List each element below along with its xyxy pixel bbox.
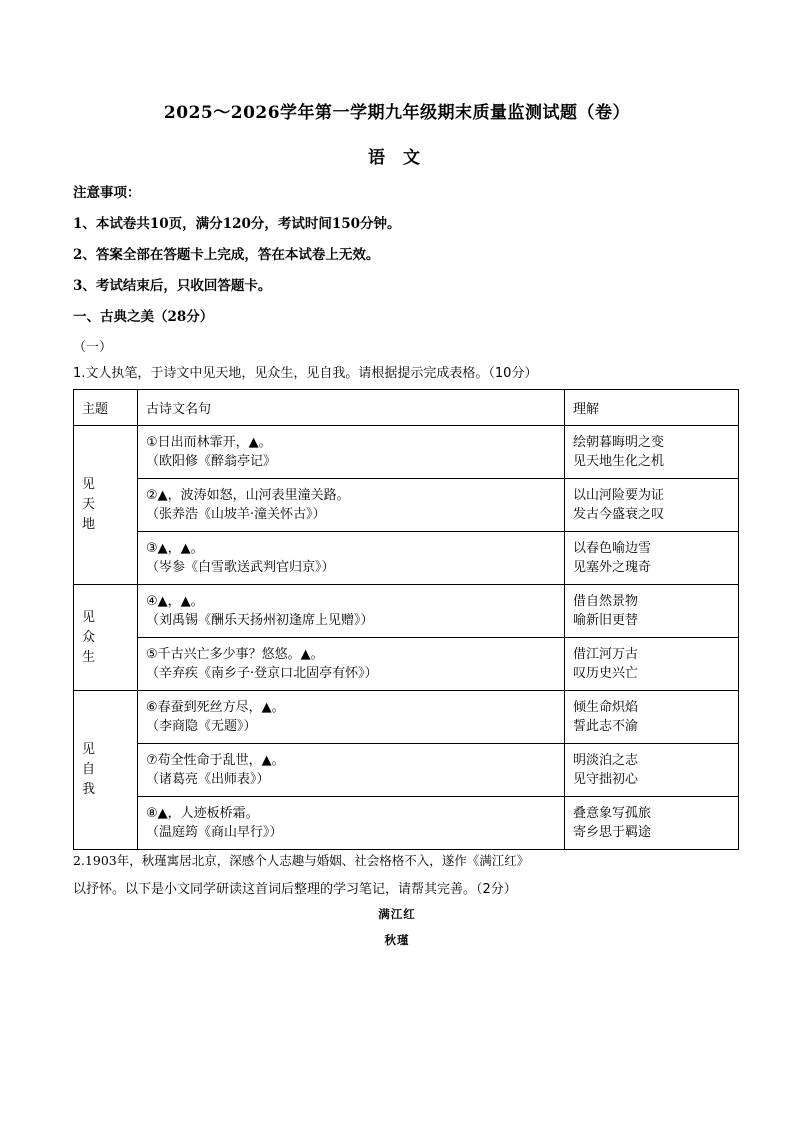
notice-item-2: 2、答案全部在答题卡上完成，答在本试卷上无效。 <box>73 247 380 263</box>
quote-source: （欧阳修《醉翁亭记》 <box>146 454 277 469</box>
meaning-cell <box>565 532 739 585</box>
theme-char: 见 <box>82 477 96 492</box>
quote-line: ②▲，波涛如怒，山河表里潼关路。 <box>146 488 350 503</box>
table-header-row <box>74 390 739 426</box>
theme-char: 众 <box>82 629 96 645</box>
table-row <box>74 532 739 585</box>
table-row <box>74 426 739 479</box>
meaning-line: 明淡泊之志 <box>573 753 639 768</box>
poem-author: 秋瑾 <box>384 933 410 947</box>
question-1: 1.文人执笔，于诗文中见天地，见众生，见自我。请根据提示完成表格。（10分） <box>73 366 538 381</box>
quote-cell <box>138 744 565 797</box>
quote-cell <box>138 638 565 691</box>
meaning-line: 绘朝暮晦明之变 <box>573 435 665 450</box>
notice-heading: 注意事项： <box>73 185 141 201</box>
quote-source: （刘禹锡《酬乐天扬州初逢席上见赠》） <box>146 613 374 628</box>
meaning-cell <box>565 638 739 691</box>
table-row <box>74 744 739 797</box>
meaning-line: 见天地生化之机 <box>573 454 665 469</box>
table-header: 古诗文名句 <box>138 390 565 426</box>
quote-source: （温庭筠《商山早行》） <box>146 825 283 840</box>
quote-line: ④▲，▲。 <box>146 594 204 609</box>
theme-char: 我 <box>82 782 96 797</box>
meaning-line: 以春色喻边雪 <box>573 541 652 556</box>
quote-cell <box>138 426 565 479</box>
theme-cell <box>74 691 138 850</box>
table-header: 理解 <box>565 390 739 426</box>
subject-title: 语 文 <box>368 148 426 168</box>
meaning-cell <box>565 479 739 532</box>
theme-char: 生 <box>82 649 96 665</box>
quote-cell <box>138 479 565 532</box>
meaning-line: 倾生命炽焰 <box>573 700 639 715</box>
quote-line: ③▲，▲。 <box>146 541 204 556</box>
notice-item-3: 3、考试结束后，只收回答题卡。 <box>73 278 272 294</box>
theme-cell <box>74 426 138 585</box>
quote-source: （李商隐《无题》） <box>146 719 257 734</box>
quote-cell <box>138 691 565 744</box>
quote-source: （诸葛亮《出师表》） <box>146 772 270 787</box>
quote-source: （辛弃疾《南乡子·登京口北固亭有怀》） <box>146 666 378 681</box>
quote-line: ①日出而林霏开，▲。 <box>146 435 272 450</box>
theme-char: 自 <box>82 762 96 777</box>
meaning-cell <box>565 744 739 797</box>
meaning-line: 见守拙初心 <box>573 772 639 787</box>
quote-cell <box>138 585 565 638</box>
meaning-line: 以山河险要为证 <box>573 488 665 503</box>
quote-line: ⑦苟全性命于乱世，▲。 <box>146 753 285 768</box>
section-heading: 一、古典之美（28分） <box>73 309 214 325</box>
theme-cell <box>74 585 138 691</box>
table-row <box>74 479 739 532</box>
quote-line: ⑧▲，人迹板桥霜。 <box>146 806 259 821</box>
meaning-line: 见塞外之瑰奇 <box>573 560 652 575</box>
meaning-line: 借自然景物 <box>573 594 639 609</box>
quote-source: （岑参《白雪歌送武判官归京》） <box>146 560 335 575</box>
meaning-line: 喻新旧更替 <box>573 613 639 628</box>
poetry-table <box>73 389 739 850</box>
poem-title: 满江红 <box>378 907 416 921</box>
quote-source: （张养浩《山坡羊·潼关怀古》） <box>146 507 326 522</box>
quote-cell <box>138 797 565 850</box>
theme-char: 地 <box>82 517 96 532</box>
notice-item-1: 1、本试卷共10页，满分120分，考试时间150分钟。 <box>73 216 401 232</box>
meaning-line: 叠意象写孤旅 <box>573 806 652 821</box>
quote-line: ⑤千古兴亡多少事？悠悠。▲。 <box>146 647 324 662</box>
table-row <box>74 691 739 744</box>
meaning-line: 发古今盛衰之叹 <box>573 507 665 522</box>
theme-char: 见 <box>82 742 96 757</box>
meaning-cell <box>565 691 739 744</box>
theme-char: 天 <box>82 497 96 512</box>
meaning-line: 叹历史兴亡 <box>573 666 639 681</box>
table-row <box>74 585 739 638</box>
meaning-cell <box>565 585 739 638</box>
meaning-line: 誓此志不渝 <box>573 719 639 734</box>
quote-line: ⑥春蚕到死丝方尽，▲。 <box>146 700 285 715</box>
question-2-line-2: 以抒怀。以下是小文同学研读这首词后整理的学习笔记，请帮其完善。（2分） <box>73 882 517 897</box>
table-row <box>74 797 739 850</box>
table-row <box>74 638 739 691</box>
theme-char: 见 <box>82 609 96 625</box>
question-2-line-1: 2.1903年，秋瑾寓居北京，深感个人志趣与婚姻、社会格格不入，遂作《满江红》 <box>73 853 530 868</box>
meaning-line: 寄乡思于羁途 <box>573 825 652 840</box>
part-label: （一） <box>73 340 113 355</box>
meaning-cell <box>565 797 739 850</box>
page-title: 2025～2026学年第一学期九年级期末质量监测试题（卷） <box>163 103 631 123</box>
meaning-line: 借江河万古 <box>573 647 639 662</box>
quote-cell <box>138 532 565 585</box>
table-header: 主题 <box>74 390 138 426</box>
meaning-cell <box>565 426 739 479</box>
